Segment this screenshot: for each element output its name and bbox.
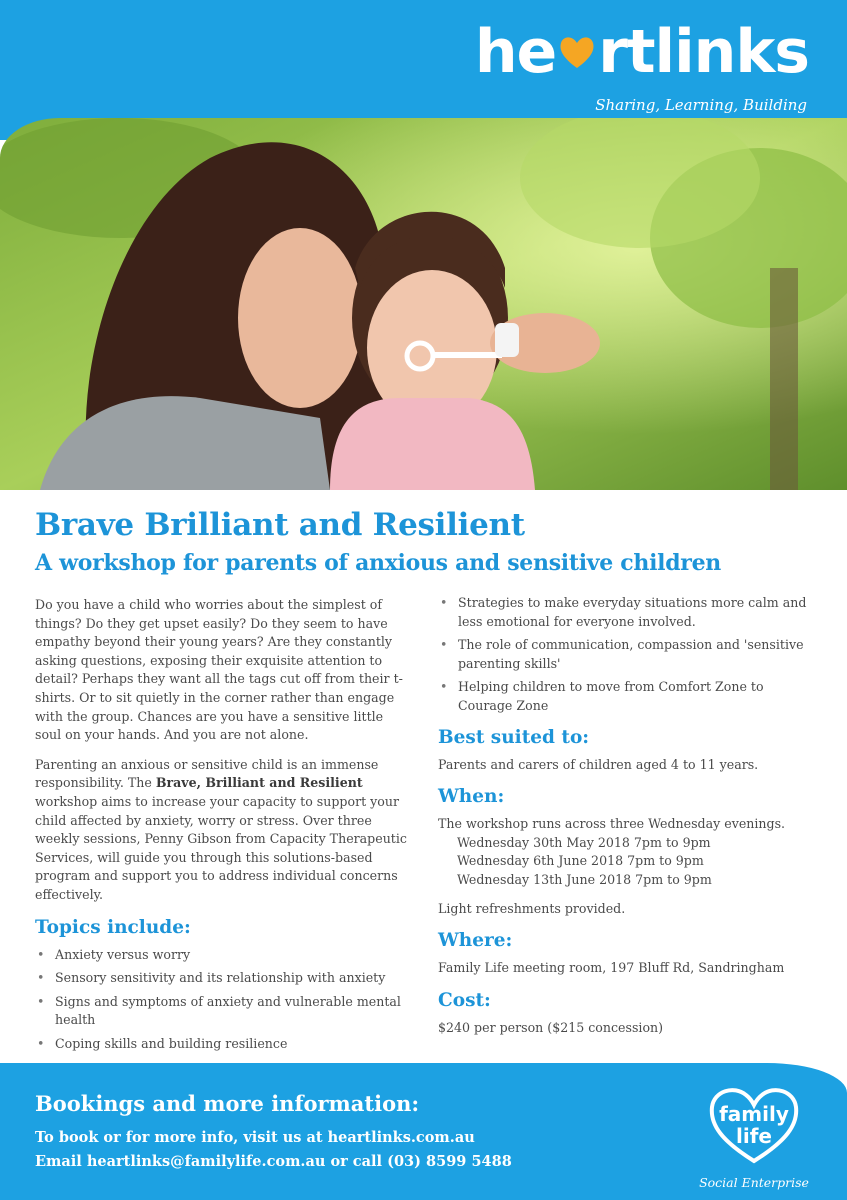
intro-paragraph-1: Do you have a child who worries about the simplest of things? Do they get upset easily? Do they seem to have empathy beyond their young years? Are they constantly asking questions, exposing their exquisite attention to detail? Perhaps they want all the tags cut off from their t-shirts. Or to sit quietly in the corner rather than engage with the group. Chances are you have a sensitive little soul on your hands. And you are not alone.	[35, 597, 403, 743]
left-column	[35, 596, 410, 1058]
heart-icon	[557, 32, 597, 72]
hero-photo	[0, 118, 847, 490]
footer-band	[0, 1063, 847, 1200]
topics-list-continued	[438, 594, 818, 716]
refreshments-note: Light refreshments provided.	[438, 900, 626, 916]
family-life-logo[interactable]	[699, 1079, 809, 1190]
logo-text-end: rtlinks	[598, 17, 809, 87]
intro-p2-workshop-name: Brave, Brilliant and Resilient	[155, 775, 363, 791]
intro-paragraph-2	[35, 756, 410, 905]
where-heading: Where:	[438, 930, 513, 952]
family-life-heart-icon	[704, 1079, 804, 1167]
family-life-text-2: life	[736, 1124, 772, 1148]
topic-item: • Anxiety versus worry	[35, 946, 410, 965]
logo-text-start: he	[474, 17, 557, 87]
session-date: Wednesday 13th June 2018 7pm to 9pm	[457, 871, 712, 887]
topic-item: • Signs and symptoms of anxiety and vulnerable mental health	[35, 993, 410, 1030]
page-title: Brave Brilliant and Resilient	[35, 507, 525, 543]
best-suited-text: Parents and carers of children aged 4 to 11 years.	[438, 756, 759, 772]
topic-item: • The role of communication, compassion and 'sensitive parenting skills'	[438, 636, 818, 673]
topics-list	[35, 946, 410, 1054]
logo-wordmark	[475, 18, 809, 86]
intro-p2-end: workshop aims to increase your capacity to support your child affected by anxiety, worry or stress. Over three weekly sessions, Penny Gibson from Capacity Therapeutic Services, will guide you through this solutions-based program and support you to address individual concerns effectively.	[35, 793, 407, 902]
family-life-text-1: family	[719, 1102, 789, 1126]
cost-text: $240 per person ($215 concession)	[438, 1019, 664, 1035]
heartlinks-logo[interactable]	[475, 18, 809, 114]
topics-heading: Topics include:	[35, 916, 191, 938]
bookings-heading: Bookings and more information:	[35, 1091, 420, 1116]
where-text: Family Life meeting room, 197 Bluff Rd, Sandringham	[438, 960, 785, 976]
website-line[interactable]: To book or for more info, visit us at heartlinks.com.au	[35, 1129, 475, 1146]
when-intro: The workshop runs across three Wednesday evenings.	[438, 816, 786, 832]
page-subtitle: A workshop for parents of anxious and sensitive children	[35, 550, 721, 576]
hero-illustration	[0, 118, 847, 490]
topic-item: • Strategies to make everyday situations more calm and less emotional for everyone involved.	[438, 594, 818, 631]
contact-line[interactable]: Email heartlinks@familylife.com.au or call (03) 8599 5488	[35, 1153, 512, 1170]
topic-item: • Coping skills and building resilience	[35, 1035, 410, 1054]
session-date: Wednesday 6th June 2018 7pm to 9pm	[457, 853, 704, 869]
session-date: Wednesday 30th May 2018 7pm to 9pm	[457, 834, 711, 850]
tagline: Sharing, Learning, Building	[595, 96, 807, 114]
right-column	[438, 594, 818, 1048]
best-suited-heading: Best suited to:	[438, 726, 590, 748]
topic-item: • Helping children to move from Comfort Zone to Courage Zone	[438, 678, 818, 715]
social-enterprise-label: Social Enterprise	[699, 1175, 809, 1190]
topic-item: • Sensory sensitivity and its relationship with anxiety	[35, 969, 410, 988]
intro-p2-start: Parenting an anxious or sensitive child is an immense responsibility. The	[35, 756, 379, 791]
when-heading: When:	[438, 786, 505, 808]
cost-heading: Cost:	[438, 989, 491, 1011]
